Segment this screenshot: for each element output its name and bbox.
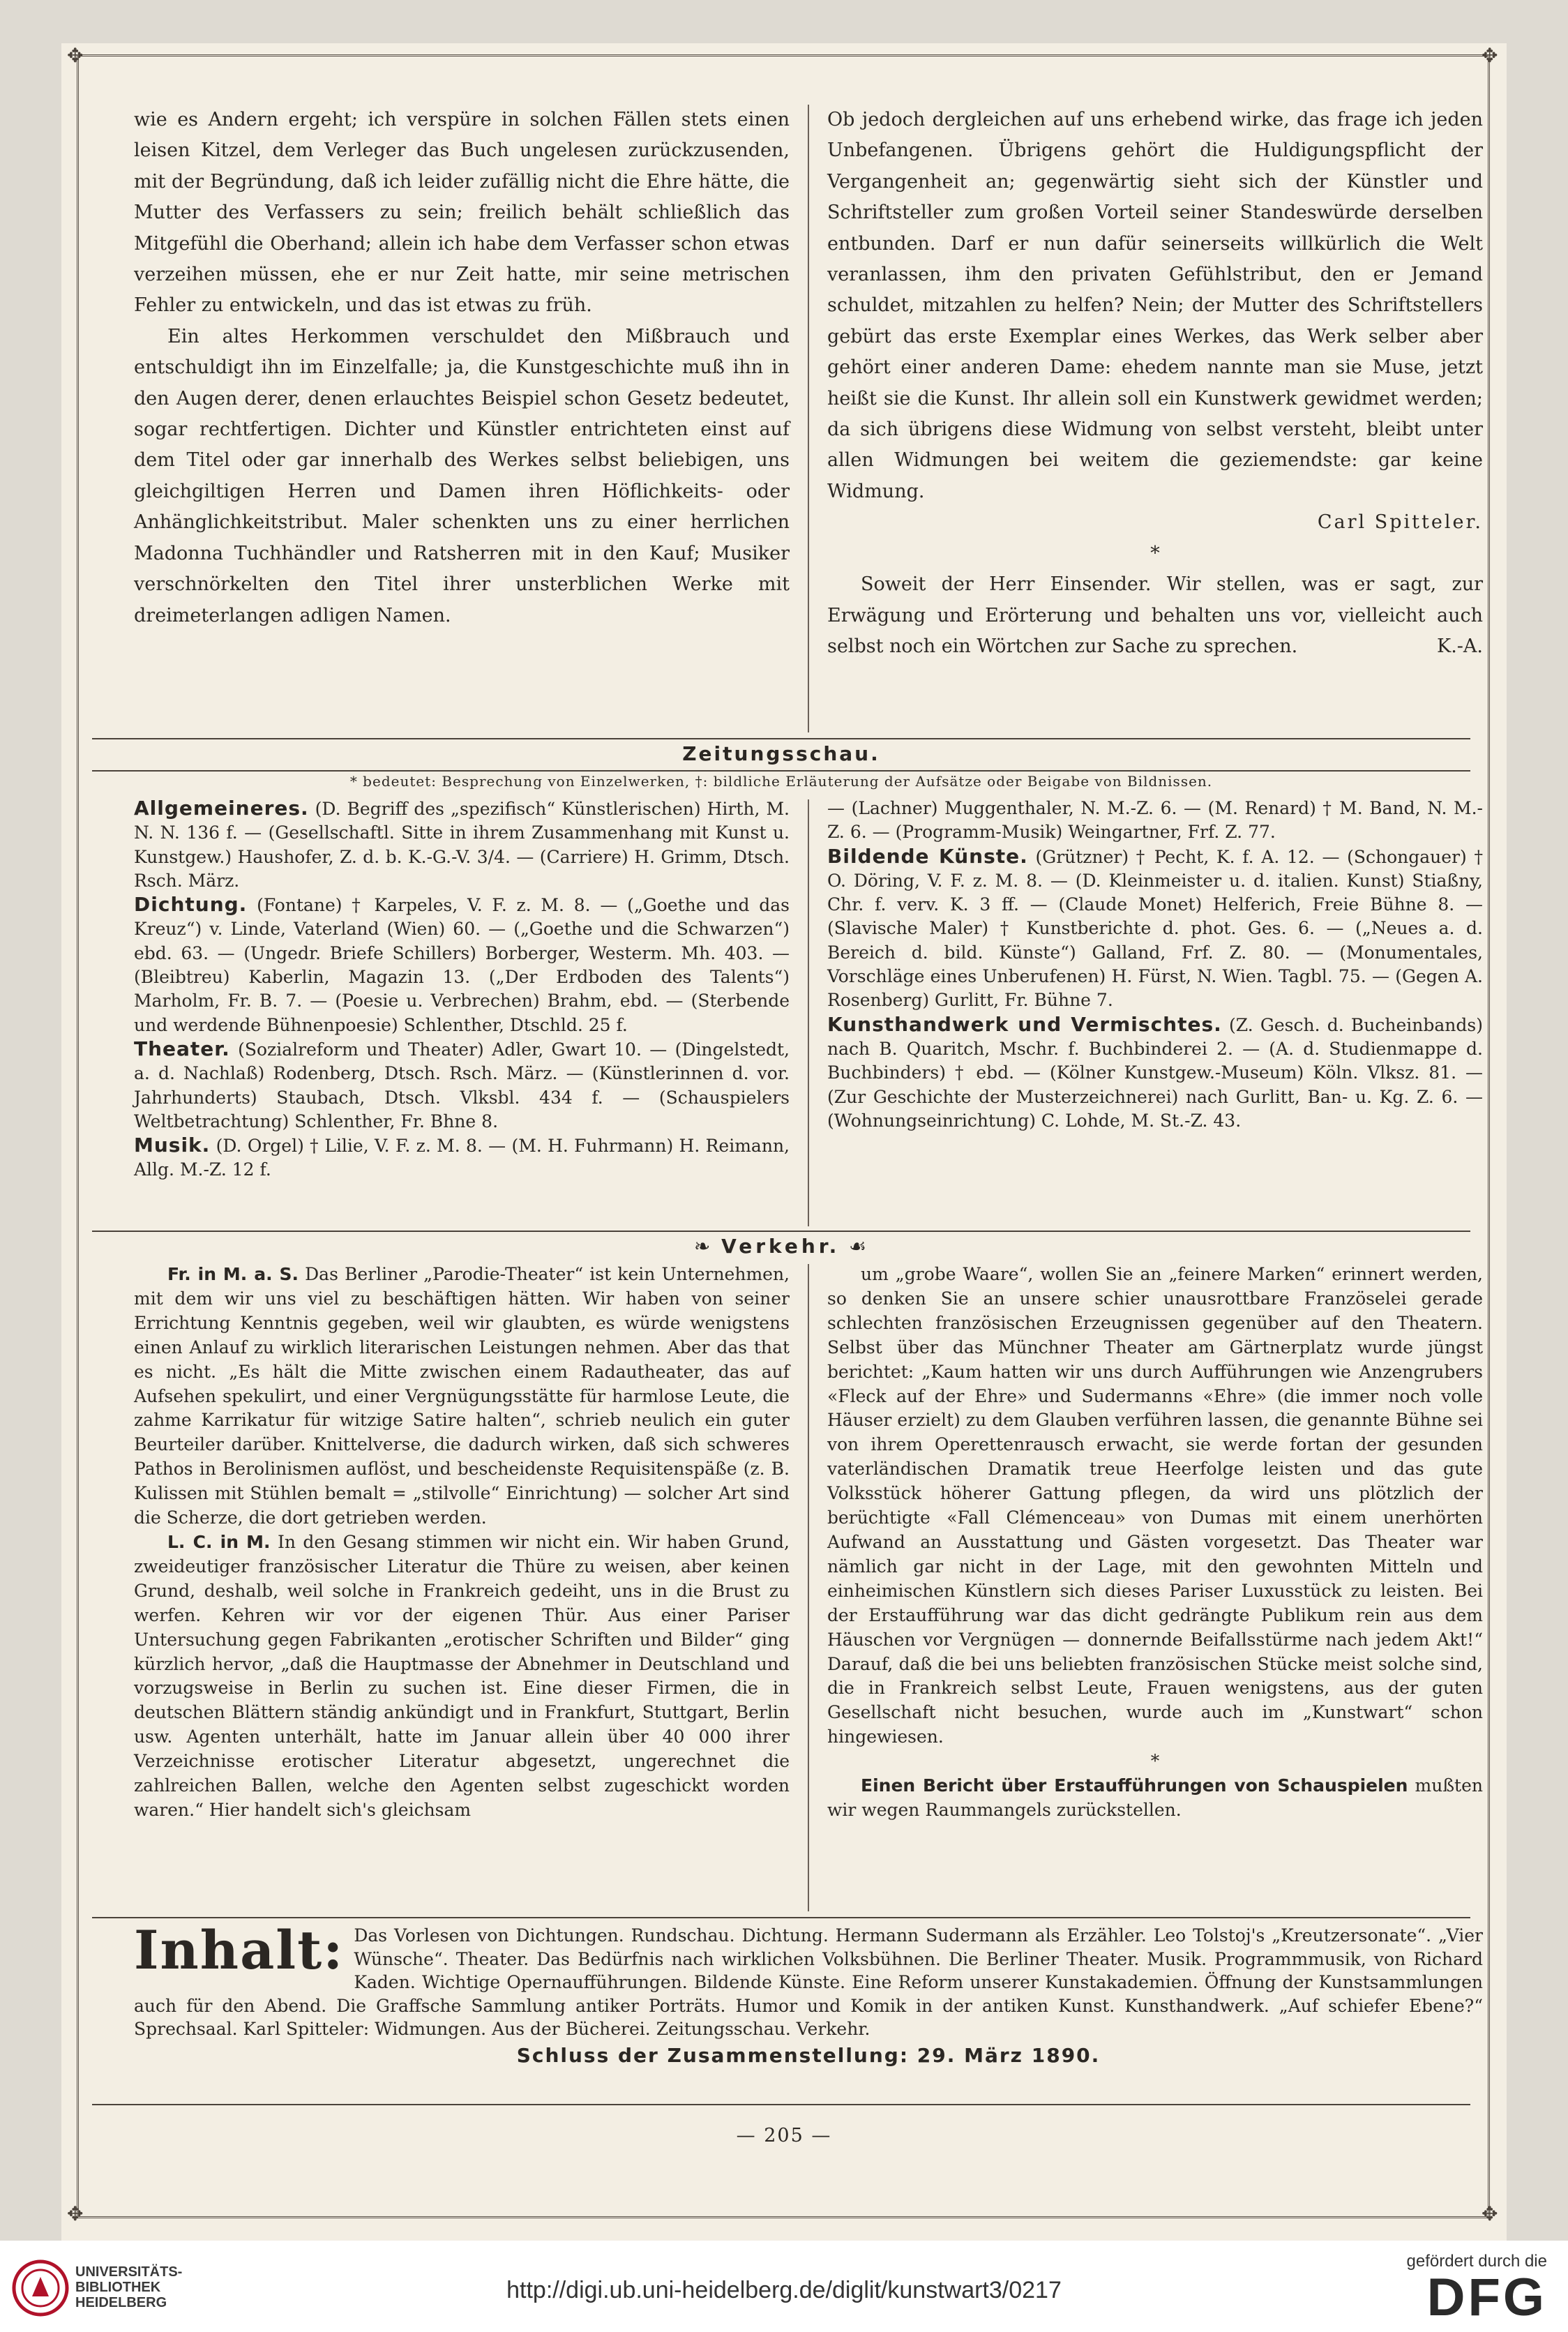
column-divider	[808, 105, 809, 732]
verkehr-column-right	[827, 1263, 1483, 1823]
paragraph	[827, 105, 1483, 507]
entry	[827, 797, 1483, 845]
paragraph-text: Ob jedoch dergleichen auf uns erhebend wirke, das frage ich jeden Unbefangenen. Übrigens gehört die Huldigungspflicht der Vergangenheit an; gegenwärtig sieht sich der Künstler und Schriftsteller zum großen Vorteil seiner Standeswürde derselben entbunden. Darf er nun dafür seinerseits willkürlich die Welt veranlassen, ihm den privaten Gefühlstribut, den er Jemand schuldet, mitzahlen zu helfen? Nein; der Mutter des Schriftstellers gebürt das erste Exemplar eines Werkes, das Werk selber aber gehört einer anderen Dame: ehedem nannte man sie Muse, jetzt heißt sie die Kunst. Ihr allein soll ein Kunstwerk gewidmet werden; da sich übrigens diese Widmung von selbst versteht, bleibt unter allen Widmungen bei weitem die geziemendste: gar keine Widmung.	[827, 109, 1483, 502]
entry-text: (Sozialreform und Theater) Adler, Gwart 10. — (Dingelstedt, a. d. Nachlaß) Rodenberg, Dtsch. Rsch. März. — (Künstlerinnen d. vor. Jahrhunderts) Staubach, Dtsch. Vlksbl. 434 f. — (Schauspielers Weltbetrachtung) Schlenther, Fr. Bhne 8.	[134, 1039, 790, 1131]
entry-text: (Fontane) † Karpeles, V. F. z. M. 8. — („Goethe und das Kreuz“) v. Linde, Vaterland (Wien) 60. — („Goethe und die Schwarzen“) ebd. 63. — (Ungedr. Briefe Schillers) Borberger, Westerm. Mh. 403. — (Bleibtreu) Kaberlin, Magazin 13. („Der Erdboden des Talents“) Marholm, Fr. B. 7. — (Poesie u. Verbrechen) Brahm, ebd. — (Sterbende und werdende Bühnenpoesie) Schlenther, Dtschld. 25 f.	[134, 895, 790, 1035]
entry	[134, 1530, 790, 1823]
inhalt-box	[134, 1919, 1483, 2067]
entry-heading: Musik.	[134, 1134, 211, 1157]
entry-text: um „grobe Waare“, wollen Sie an „feinere Marken“ erinnert werden, so denken Sie an unsere schier unausrottbare Französelei gerade schlechten französischen Erzeugnissen gegenüber auf den Theatern. Selbst über das Münchner Theater am Gärtnerplatz wurde jüngst berichtet: „Kaum hatten wir uns durch Aufführungen wie Anzengrubers «Fleck auf der Ehre» und Sudermanns «Ehre» (die immer noch volle Häuser erzielt) zu dem Glauben verführen lassen, die genannte Bühne sei von ihrem Operettenrausch erwacht, sie werde fortan der gesunden vaterländischen Dramatik treue Heerfolge leisten und das gute Volksstück höherer Gattung pflegen, da wird uns plötzlich der berüchtigte «Fall Clémenceau» von Dumas mit einem unerhörten Aufwand an Ausstattung und Gästen vorgesetzt. Das Theater war nämlich gar nicht in der Lage, mit den gewohnten Mitteln und einheimischen Künstlern sich dieses Pariser Luxusstück zu leisten. Bei der Erstaufführung war das dicht gedrängte Publikum rein aus dem Häuschen vor Vergnügen — donnernde Beifallsstürme nach jedem Akt!“ Darauf, daß die bei uns beliebten französischen Stücke meist solche sind, die in Frankreich selbst Leute, Frauen wenigstens, aus der guten Gesellschaft nicht besuchen, wurde auch im „Kunstwart“ schon hingewiesen.	[827, 1264, 1483, 1747]
entry	[827, 1774, 1483, 1823]
verkehr-column-left	[134, 1263, 790, 1823]
zeitungsschau-legend: * bedeutet: Besprechung von Einzelwerken, †: bildliche Erläuterung der Aufsätze oder Beigabe von Bildnissen.	[349, 773, 1213, 790]
entry-text: (Z. Gesch. d. Bucheinbands) nach B. Quaritch, Mschr. f. Buchbinderei 2. — (A. d. Studienmappe d. Buchbinders) † ebd. — (Kölner Kunstgew.-Museum) Köln. Vlksz. 81. — (Zur Geschichte der Musterzeichnerei) nach Gurlitt, Ban- u. Kg. Z. 6. — (Wohnungseinrichtung) C. Lohde, M. St.-Z. 43.	[827, 1014, 1483, 1131]
entry-heading: Theater.	[134, 1037, 230, 1060]
corner-ornament: ✥	[1482, 2202, 1498, 2225]
library-name-line: UNIVERSITÄTS-	[75, 2264, 183, 2280]
author-signature: Carl Spitteler.	[1317, 511, 1483, 534]
zeitungsschau-title: Zeitungsschau.	[682, 742, 880, 765]
verkehr-title	[92, 1235, 1470, 1258]
entry	[134, 893, 790, 1037]
column-divider	[808, 1264, 809, 1911]
section-asterisk: *	[1150, 1751, 1160, 1772]
entry-heading: Allgemeineres.	[134, 797, 309, 820]
entry	[827, 1263, 1483, 1750]
entry	[134, 1037, 790, 1134]
entry-text: (D. Begriff des „spezifisch“ Künstlerischen) Hirth, M. N. N. 136 f. — (Gesellschaftl. Sitte in ihrem Zusammenhang mit Kunst u. Kunstgew.) Haushofer, Z. d. b. K.-G.-V. 3/4. — (Carriere) H. Grimm, Dtsch. Rsch. März.	[134, 799, 790, 891]
entry	[134, 1263, 790, 1530]
entry-heading: Einen Bericht über Erstaufführungen von Schauspielen	[861, 1775, 1408, 1796]
zeitungsschau-column-left	[134, 797, 790, 1182]
verkehr-title-text: Verkehr.	[721, 1235, 840, 1258]
zeitungsschau-column-right	[827, 797, 1483, 1133]
entry	[134, 797, 790, 893]
ornament-icon: ❧	[693, 1235, 722, 1258]
entry	[827, 1013, 1483, 1133]
section-rule	[92, 770, 1470, 772]
entry-text: — (Lachner) Muggenthaler, N. M.-Z. 6. — (M. Renard) † M. Band, N. M.-Z. 6. — (Programm-Musik) Weingartner, Frf. Z. 77.	[827, 798, 1483, 843]
entry	[134, 1134, 790, 1182]
article-column-left	[134, 105, 790, 631]
section-rule	[92, 1231, 1470, 1232]
paragraph	[827, 569, 1483, 662]
library-name-line: HEIDELBERG	[75, 2295, 167, 2310]
paragraph-text: Soweit der Herr Einsender. Wir stellen, was er sagt, zur Erwägung und Erörterung und behalten uns vor, vielleicht auch selbst noch ein Wörtchen zur Sache zu sprechen.	[827, 573, 1483, 657]
paragraph	[134, 322, 790, 631]
entry-text: mußten wir wegen Raummangels zurückstellen.	[827, 1775, 1483, 1820]
inhalt-label: Inhalt:	[134, 1919, 345, 1981]
source-url-link[interactable]: http://digi.ub.uni-heidelberg.de/diglit/kunstwart3/0217	[506, 2277, 1062, 2303]
corner-ornament: ✥	[1482, 44, 1498, 67]
article-column-right	[827, 105, 1483, 662]
inhalt-text: Das Vorlesen von Dichtungen. Rundschau. Dichtung. Hermann Sudermann als Erzähler. Leo Tolstoj's „Kreutzersonate“. „Vier Wünsche“. Theater. Das Bedürfnis nach wirklichen Volksbühnen. Die Berliner Theater. Musik. Programmmusik, von Richard Kaden. Wichtige Opernaufführungen. Bildende Künste. Eine Reform unserer Kunstakademien. Öffnung der Kunstsammlungen auch für den Abend. Die Graffsche Sammlung antiker Porträts. Humor und Komik in der antiken Kunst. Kunsthandwerk. „Auf schiefer Ebene?“ Sprechsaal. Karl Spitteler: Widmungen. Aus der Bücherei. Zeitungsschau. Verkehr.	[134, 1925, 1483, 2039]
ornament-icon: ☙	[840, 1235, 869, 1258]
entry-text: Das Berliner „Parodie-Theater“ ist kein Unternehmen, mit dem wir uns viel zu beschäftigen hätten. Wir haben von seiner Errichtung Kenntnis gegeben, weil wir glaubten, es würde wenigstens einen Anlauf zu wirklich literarischen Leistungen nehmen. Aber das that es nicht. „Es hält die Mitte zwischen einem Radautheater, das auf Aufsehen spekulirt, und einer Vergnügungsstätte für harmlose Leute, die zahme Karrikatur für witzige Satire halten“, schrieb neulich ein guter Beurteiler darüber. Knittelverse, die dadurch wirken, daß sich schweres Pathos in Berolinismen auflöst, und bescheidenste Requisitenspäße (z. B. Kulissen mit Stühlen bemalt = „stilvolle“ Einrichtung) — solcher Art sind die Scherze, die dort getrieben werden.	[134, 1264, 790, 1528]
page-number: — 205 —	[736, 2125, 832, 2146]
corner-ornament: ✥	[67, 2202, 84, 2225]
paragraph	[134, 105, 790, 322]
entry-text: In den Gesang stimmen wir nicht ein. Wir haben Grund, zweideutiger französischer Literatur die Thüre zu weisen, aber keinen Grund, deshalb, weil solche in Frankreich gedeiht, uns in die Brust zu werfen. Kehren wir vor der eigenen Thür. Aus einer Pariser Untersuchung gegen Fabrikanten „erotischer Schriften und Bilder“ ging kürzlich hervor, „daß die Hauptmasse der Abnehmer in Deutschland und vorzugsweise in Berlin zu suchen ist. Eine dieser Firmen, die in deutschen Blättern ständig ankündigt und in Frankfurt, Stuttgart, Berlin usw. Agenten unterhält, hatte im Januar allein über 40 000 ihrer Verzeichnisse erotischer Literatur abgesetzt, ungerechnet die zahlreichen Ballen, welche den Agenten selbst zugeschickt worden waren.“ Hier handelt sich's gleichsam	[134, 1531, 790, 1820]
editor-initials: K.-A.	[1437, 635, 1483, 657]
closing-date: Schluss der Zusammenstellung: 29. März 1890.	[516, 2043, 1101, 2067]
section-rule	[92, 738, 1470, 739]
paragraph-text: wie es Andern ergeht; ich verspüre in solchen Fällen stets einen leisen Kitzel, dem Verleger das Buch ungelesen zurückzusenden, mit der Begründung, daß ich leider zufällig nicht die Ehre hätte, die Mutter des Verfassers zu sein; freilich behält schließlich das Mitgefühl die Oberhand; allein ich habe dem Verfasser schon etwas verzeihen müssen, ehe er nur Zeit hatte, mir seine metrischen Fehler zu entwickeln, und das ist etwas zu früh.	[134, 109, 790, 317]
entry-heading: Dichtung.	[134, 893, 248, 917]
corner-ornament: ✥	[67, 44, 84, 67]
column-divider	[808, 799, 809, 1226]
dfg-logo: DFG	[1426, 2268, 1547, 2327]
entry-text: (D. Orgel) † Lilie, V. F. z. M. 8. — (M. H. Fuhrmann) H. Reimann, Allg. M.-Z. 12 f.	[134, 1136, 790, 1180]
entry-text: (Grützner) † Pecht, K. f. A. 12. — (Schongauer) † O. Döring, V. F. z. M. 8. — (D. Kleinmeister u. d. italien. Kunst) Stiaßny, Chr. f. verv. K. 3 ff. — (Claude Monet) Helferich, Freie Bühne 8. — (Slavische Maler) † Kunstberichte d. phot. Ges. 6. — („Neues a. d. Bereich d. bild. Künste“) Galland, Frf. Z. 80. — (Monumentales, Vorschläge eines Unberufenen) H. Fürst, N. Wien. Tagbl. 75. — (Gegen A. Rosenberg) Gurlitt, Fr. Bühne 7.	[827, 846, 1483, 1011]
section-asterisk: *	[1150, 542, 1160, 564]
entry	[827, 845, 1483, 1013]
entry-heading: Fr. in M. a. S.	[167, 1264, 299, 1284]
paragraph-text: Ein altes Herkommen verschuldet den Mißbrauch und entschuldigt ihn im Einzelfalle; ja, die Kunstgeschichte muß ihn in den Augen derer, denen erlauchtes Beispiel schon Gesetz bedeutet, sogar rechtfertigen. Dichter und Künstler entrichteten einst auf dem Titel oder gar innerhalb des Werkes selbst beliebigen, uns gleichgiltigen Herren und Damen ihren Höflichkeits- oder Anhänglichkeitstribut. Maler schenkten uns zu einer herrlichen Madonna Tuchhändler und Ratsherren mit in den Kauf; Musiker verschnörkelten den Titel ihrer unsterblichen Werke mit dreimeterlangen adligen Namen.	[134, 325, 790, 626]
section-rule	[92, 1917, 1470, 1918]
entry-heading: Kunsthandwerk und Vermischtes.	[827, 1012, 1222, 1036]
funding-note: gefördert durch die	[1406, 2252, 1547, 2271]
library-name-line: BIBLIOTHEK	[75, 2280, 161, 2295]
digitization-footer	[0, 2241, 1568, 2332]
entry-heading: Bildende Künste.	[827, 844, 1028, 868]
entry-heading: L. C. in M.	[167, 1531, 271, 1552]
section-rule	[92, 2104, 1470, 2105]
